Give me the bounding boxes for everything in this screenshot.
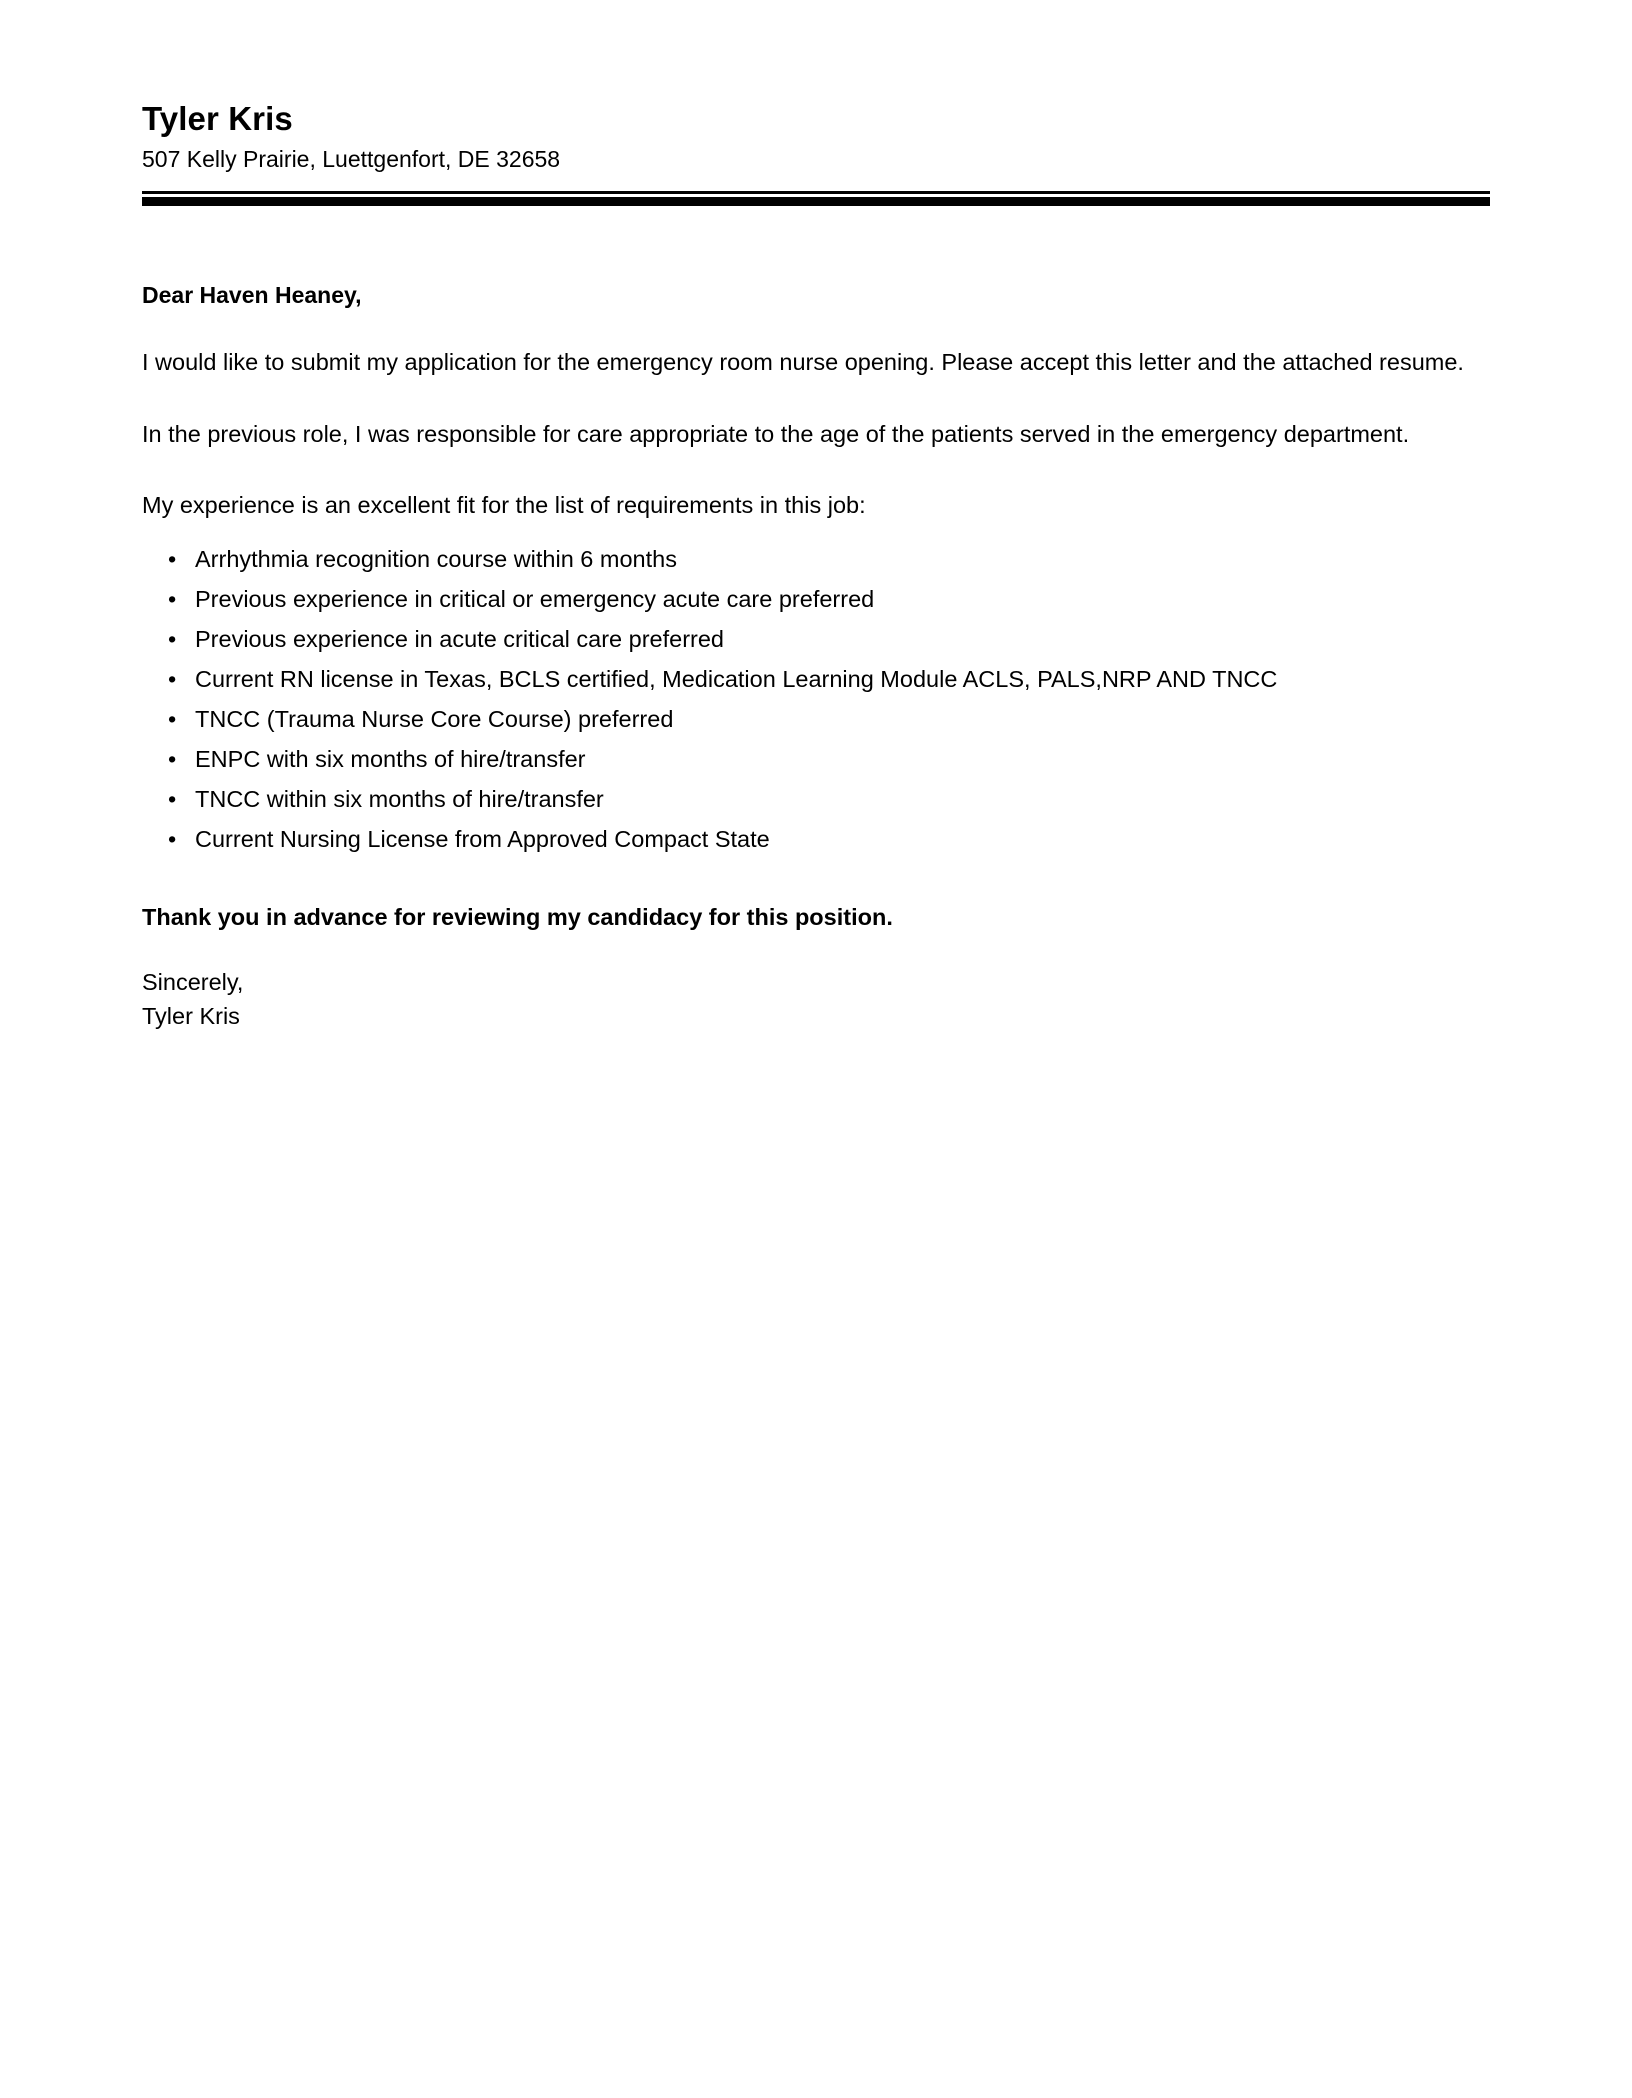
bullet-icon: •: [168, 666, 177, 693]
bullet-icon: •: [168, 825, 177, 852]
bullet-icon: •: [168, 586, 177, 613]
requirement-label: TNCC (Trauma Nurse Core Course) preferred: [195, 706, 674, 733]
header-divider: [142, 191, 1490, 206]
requirement-label: Current RN license in Texas, BCLS certified, Medication Learning Module ACLS, PALS,NRP AND TNCC: [195, 666, 1278, 693]
requirement-item: [142, 620, 1490, 660]
bullet-icon: •: [168, 626, 177, 653]
signoff-closing: Sincerely,: [142, 969, 244, 996]
requirement-label: Current Nursing License from Approved Compact State: [195, 825, 770, 852]
requirement-item: [142, 660, 1490, 700]
sender-address: 507 Kelly Prairie, Luettgenfort, DE 32658: [142, 145, 561, 172]
requirement-label: Arrhythmia recognition course within 6 months: [195, 546, 677, 573]
requirement-label: ENPC with six months of hire/transfer: [195, 745, 586, 772]
letter-body: [142, 206, 1490, 1033]
requirement-item: [142, 780, 1490, 820]
requirements-list: [142, 540, 1490, 860]
bullet-icon: •: [168, 745, 177, 772]
bullet-icon: •: [168, 706, 177, 733]
requirement-item: [142, 540, 1490, 580]
bullet-icon: •: [168, 785, 177, 812]
requirement-item: [142, 740, 1490, 780]
body-paragraph-1: I would like to submit my application for the emergency room nurse opening. Please accept this letter and the attached resume.: [142, 349, 1464, 376]
signature-block: [142, 965, 1490, 1033]
requirement-item: [142, 820, 1490, 860]
bullet-icon: •: [168, 546, 177, 573]
body-paragraph-2: In the previous role, I was responsible for care appropriate to the age of the patients served in the emergency department.: [142, 420, 1410, 447]
header-divider-thick-bar: [142, 197, 1490, 206]
requirement-label: Previous experience in critical or emergency acute care preferred: [195, 586, 875, 613]
requirement-item: [142, 580, 1490, 620]
signoff-name: Tyler Kris: [142, 1003, 240, 1030]
requirement-item: [142, 700, 1490, 740]
sender-name: Tyler Kris: [142, 100, 293, 137]
requirements-lead-in: My experience is an excellent fit for the list of requirements in this job:: [142, 491, 866, 518]
letterhead: [142, 0, 1490, 206]
thank-you-line: Thank you in advance for reviewing my candidacy for this position.: [142, 903, 893, 930]
requirement-label: TNCC within six months of hire/transfer: [195, 785, 604, 812]
requirement-label: Previous experience in acute critical care preferred: [195, 626, 725, 653]
salutation: Dear Haven Heaney,: [142, 281, 362, 308]
